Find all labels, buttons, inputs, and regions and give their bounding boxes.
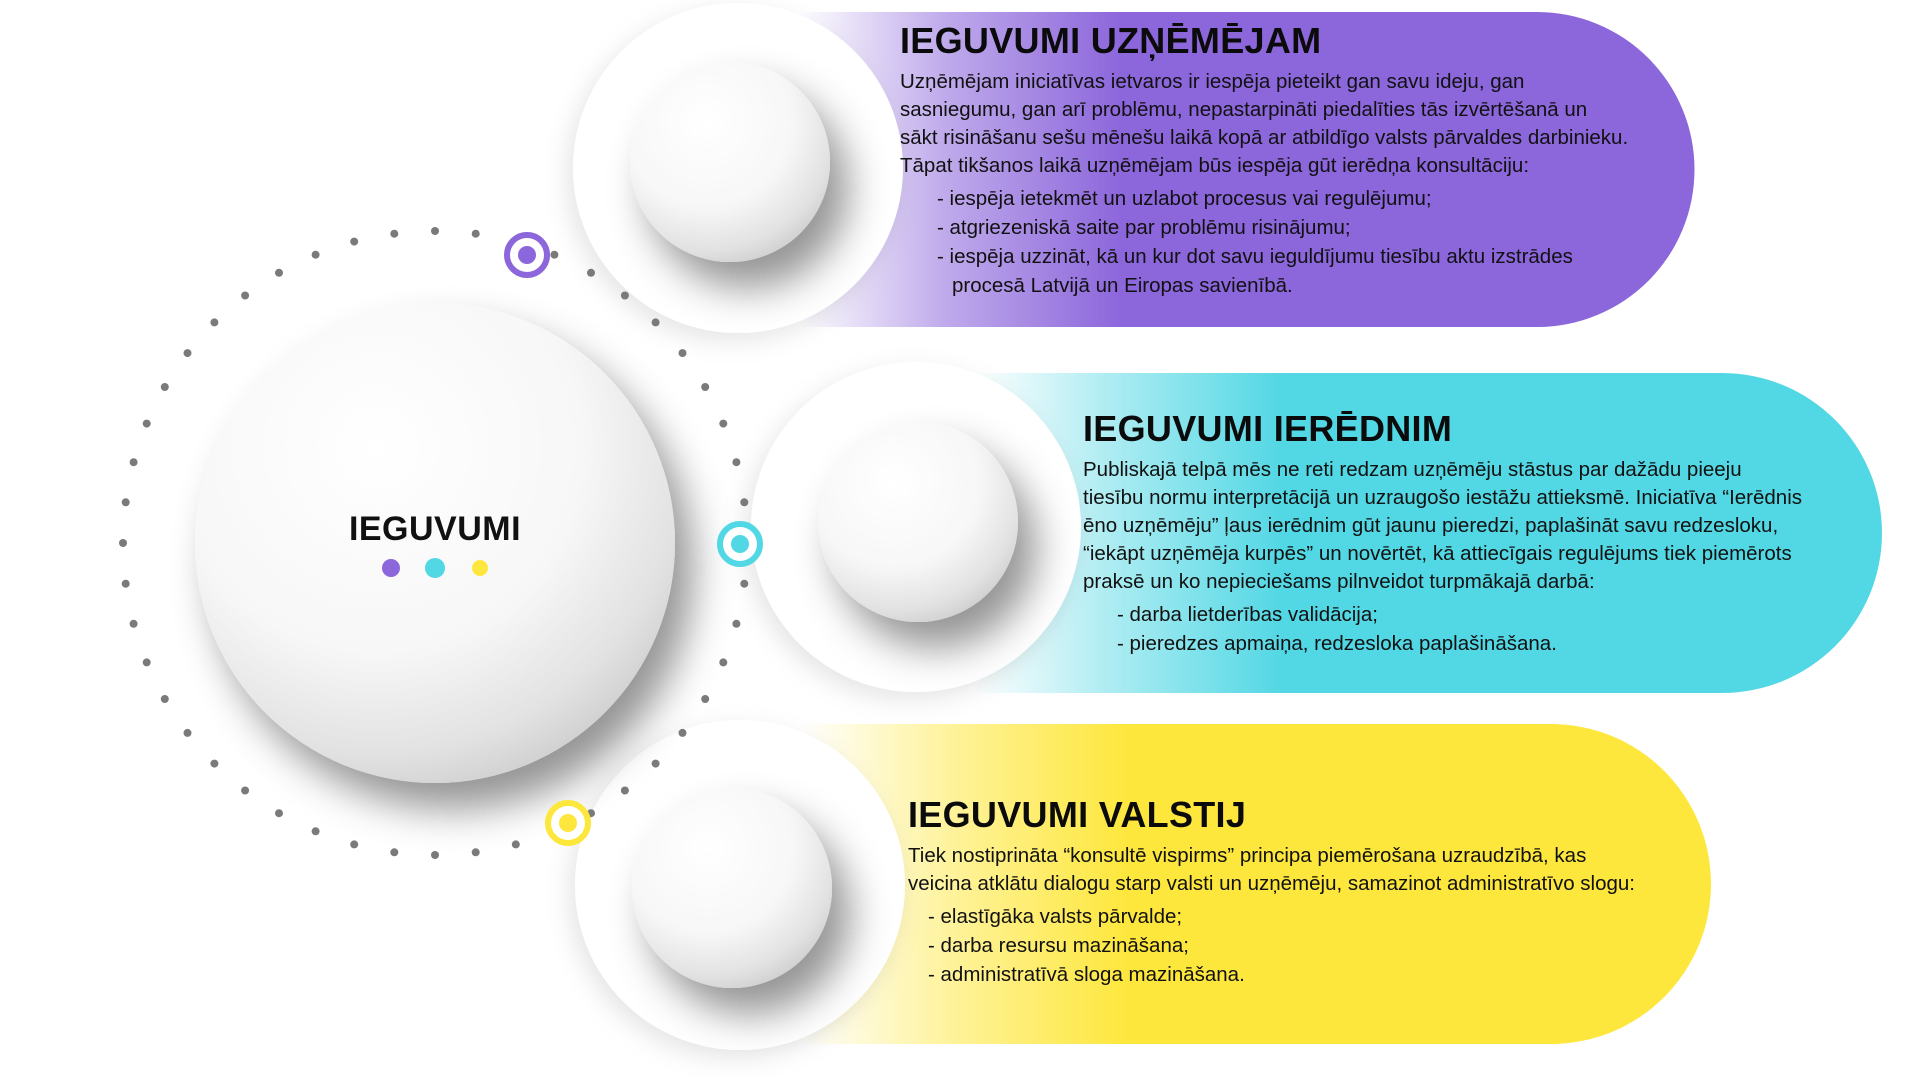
paragraph-line: Uzņēmējam iniciatīvas ietvaros ir iespēja pieteikt gan savu ideju, gan [900,69,1525,93]
ring-dot [472,848,480,856]
target-icon-purple [507,235,547,275]
ring-dot [512,840,520,848]
bullet-list [1117,600,1888,658]
ring-dot [119,539,127,547]
paragraph-line: sasniegumu, gan arī problēmu, nepastarpināti piedalīties tās izvērtēšanā un [900,97,1588,121]
bullet-list [937,184,1700,300]
ring-dot [390,230,398,238]
center-label: IEGUVUMI [348,510,522,548]
paragraph-line: Publiskajā telpā mēs ne reti redzam uzņēmēju stāstus par dažādu pieeju [1083,457,1742,481]
panel-valstij [908,796,1718,989]
ring-dot [431,851,439,859]
list-item [928,902,1718,931]
ring-dot [122,580,130,588]
ring-dot [312,251,320,259]
list-item [1117,629,1888,658]
ring-dot [732,458,740,466]
target-icon-yellow [548,803,588,843]
ring-dot [350,238,358,246]
paragraph-line: veicina atklātu dialogu starp valsti un uzņēmēju, samazinot administratīvo slogu: [908,871,1635,895]
ring-dot [130,620,138,628]
ring-dot [740,498,748,506]
ring-dot [472,230,480,238]
list-item [928,960,1718,989]
ring-dot [701,383,709,391]
bullet-list [928,902,1718,989]
ring-dot [431,227,439,235]
paragraph-line: praksē un ko nepieciešams pilnveidot turpmākajā darbā: [1083,569,1595,593]
list-item-text: administratīvā sloga mazināšana. [940,962,1245,986]
list-item-text: elastīgāka valsts pārvalde; [940,904,1183,928]
ring-dot [652,760,660,768]
ring-dot [587,269,595,277]
list-item [1117,600,1888,629]
ring-dot [275,269,283,277]
dot-yellow [472,560,488,576]
panel-title: IEGUVUMI IERĒDNIM [1083,408,1453,449]
paragraph-line: Tāpat tikšanos laikā uzņēmējam būs iespēja gūt ierēdņa konsultāciju: [900,153,1530,177]
dot-purple [382,559,400,577]
ring-dot [350,840,358,848]
list-item-text: iespēja uzzināt, kā un kur dot savu ieguldījumu tiesību aktu izstrādes [949,244,1573,268]
list-item-text: darba lietderības validācija; [1129,602,1378,626]
paragraph-line: ēno uzņēmēju” ļaus ierēdnim gūt jaunu pieredzi, paplašināt savu redzesloku, [1083,513,1779,537]
ring-dot [679,349,687,357]
ring-dot [312,827,320,835]
ring-dot [161,383,169,391]
ring-dot [550,251,558,259]
ring-dot [161,695,169,703]
list-item [937,213,1700,242]
paragraph-line: Tiek nostiprināta “konsultē vispirms” principa piemērošana uzraudzībā, kas [908,843,1587,867]
panel-paragraph [1083,456,1888,596]
sphere-small-bottom [632,788,832,988]
ring-dot [130,458,138,466]
list-item [937,242,1700,300]
list-item [937,184,1700,213]
ring-dot [679,729,687,737]
list-item-text: iespēja ietekmēt un uzlabot procesus vai regulējumu; [949,186,1432,210]
ring-dot [719,658,727,666]
list-item-text: pieredzes apmaiņa, redzesloka paplašināšana. [1129,631,1557,655]
ring-dot [621,292,629,300]
panel-title: IEGUVUMI VALSTIJ [908,794,1247,835]
list-item-continuation: procesā Latvijā un Eiropas savienībā. [952,273,1293,297]
sphere-small-middle [818,422,1018,622]
paragraph-line: tiesību normu interpretācijā un uzraugošo iestāžu attieksmē. Iniciatīva “Ierēdnis [1083,485,1803,509]
ring-dot [184,729,192,737]
panel-title: IEGUVUMI UZŅĒMĒJAM [900,20,1322,61]
list-item [928,931,1718,960]
panel-uznemejam [900,22,1700,300]
panel-ierednim [1083,410,1888,658]
ring-dot [719,420,727,428]
paragraph-line: “iekāpt uzņēmēja kurpēs” un novērtēt, kā attiecīgais regulējums tiek piemērots [1083,541,1792,565]
target-icon-cyan [720,524,760,564]
ring-dot [122,498,130,506]
ring-dot [390,848,398,856]
panel-paragraph [900,68,1700,180]
ring-dot [210,318,218,326]
ring-dot [275,809,283,817]
ring-dot [143,658,151,666]
panel-paragraph [908,842,1718,898]
ring-dot [740,580,748,588]
dot-cyan [425,558,445,578]
ring-dot [621,787,629,795]
paragraph-line: sākt risināšanu sešu mēnešu laikā kopā ar atbildīgo valsts pārvaldes darbinieku. [900,125,1629,149]
ring-dot [732,620,740,628]
ring-dot [210,760,218,768]
sphere-small-top [630,62,830,262]
ring-dot [652,318,660,326]
ring-dot [241,787,249,795]
list-item-text: darba resursu mazināšana; [940,933,1189,957]
ring-dot [143,420,151,428]
ring-dot [184,349,192,357]
ring-dot [241,292,249,300]
ring-dot [701,695,709,703]
list-item-text: atgriezeniskā saite par problēmu risinājumu; [949,215,1351,239]
